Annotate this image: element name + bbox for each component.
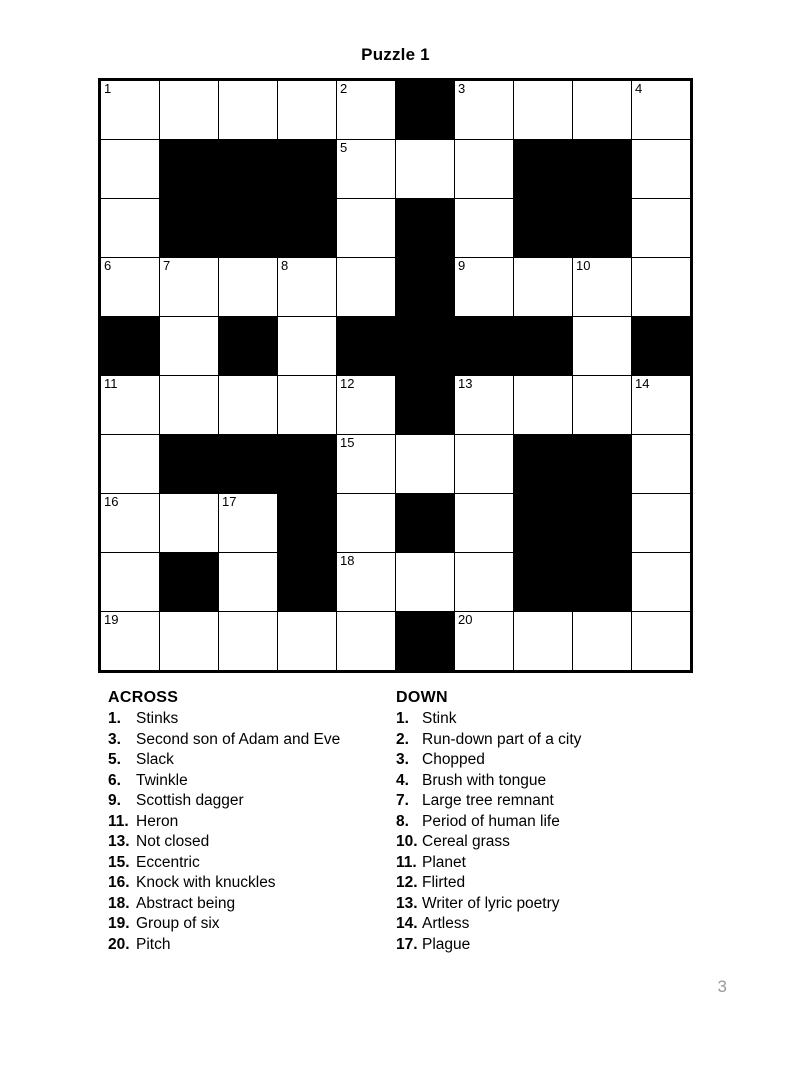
clue-text: Eccentric <box>136 853 200 871</box>
grid-cell-number: 14 <box>635 376 650 391</box>
grid-cell-number: 16 <box>104 494 119 509</box>
clue-text: Slack <box>136 751 174 768</box>
clue-number: 3. <box>108 730 121 748</box>
grid-cell[interactable] <box>219 494 278 553</box>
grid-cell-number: 5 <box>340 140 348 155</box>
grid-cell[interactable] <box>455 376 514 435</box>
grid-cell-blocked <box>396 199 455 258</box>
clue-number: 11. <box>108 812 129 830</box>
clue-number: 11. <box>396 853 417 871</box>
clue-number: 1. <box>108 710 121 727</box>
grid-cell[interactable] <box>160 376 219 435</box>
grid-cell[interactable] <box>100 376 160 435</box>
grid-row <box>100 553 692 612</box>
grid-cell[interactable] <box>396 435 455 494</box>
grid-cell[interactable] <box>632 199 692 258</box>
clue-number: 16. <box>108 874 130 891</box>
clue-item <box>396 730 696 751</box>
clue-text: Pitch <box>136 935 171 953</box>
clue-number: 1. <box>396 710 409 727</box>
clue-text: Group of six <box>136 915 220 932</box>
grid-cell[interactable] <box>100 494 160 553</box>
grid-cell[interactable] <box>573 317 632 376</box>
clue-number: 13. <box>396 894 418 912</box>
grid-cell[interactable] <box>100 199 160 258</box>
grid-cell-blocked <box>514 317 573 376</box>
clue-number: 6. <box>108 771 121 789</box>
grid-cell[interactable] <box>514 612 573 672</box>
grid-cell-blocked <box>160 553 219 612</box>
grid-cell-blocked <box>396 494 455 553</box>
grid-cell[interactable] <box>337 494 396 553</box>
grid-cell[interactable] <box>455 140 514 199</box>
clue-text: Stinks <box>136 710 179 727</box>
clue-item <box>396 812 696 833</box>
grid-cell[interactable] <box>632 258 692 317</box>
clue-text: Not closed <box>136 833 210 850</box>
grid-cell[interactable] <box>160 494 219 553</box>
grid-cell[interactable] <box>632 553 692 612</box>
grid-cell-blocked <box>160 140 219 199</box>
grid-cell-number: 15 <box>340 435 355 450</box>
grid-cell[interactable] <box>396 140 455 199</box>
clue-text: Scottish dagger <box>136 792 244 809</box>
clue-item <box>108 709 396 730</box>
grid-cell-number: 19 <box>104 612 119 627</box>
grid-row <box>100 140 692 199</box>
grid-cell-blocked <box>514 199 573 258</box>
grid-cell-number: 11 <box>104 376 118 391</box>
grid-row <box>100 376 692 435</box>
grid-cell-blocked <box>514 553 573 612</box>
grid-cell[interactable] <box>632 140 692 199</box>
across-column <box>108 689 396 955</box>
grid-cell[interactable] <box>100 612 160 672</box>
grid-cell-blocked <box>396 317 455 376</box>
across-clue-list <box>108 709 396 955</box>
grid-cell-blocked <box>455 317 514 376</box>
grid-cell[interactable] <box>278 612 337 672</box>
grid-cell[interactable] <box>219 553 278 612</box>
grid-cell-blocked <box>278 435 337 494</box>
grid-cell-number: 2 <box>340 81 348 96</box>
down-heading: DOWN <box>396 689 448 706</box>
grid-cell-blocked <box>573 140 632 199</box>
grid-cell-blocked <box>219 199 278 258</box>
crossword-grid[interactable] <box>98 78 693 673</box>
grid-cell[interactable] <box>573 612 632 672</box>
clue-text: Chopped <box>422 751 485 768</box>
clue-item <box>396 750 696 771</box>
clue-number: 19. <box>108 915 130 932</box>
across-heading: ACROSS <box>108 689 179 706</box>
clue-number: 2. <box>396 730 409 748</box>
clue-number: 17. <box>396 935 418 953</box>
clue-item <box>108 750 396 771</box>
grid-row <box>100 258 692 317</box>
grid-cell-blocked <box>219 435 278 494</box>
clue-text: Artless <box>422 915 470 932</box>
grid-cell-blocked <box>278 553 337 612</box>
grid-cell[interactable] <box>337 140 396 199</box>
grid-cell[interactable] <box>632 494 692 553</box>
grid-cell-blocked <box>573 553 632 612</box>
grid-cell-blocked <box>396 376 455 435</box>
grid-cell[interactable] <box>455 258 514 317</box>
grid-cell-number: 9 <box>458 258 466 273</box>
clue-item <box>108 771 396 792</box>
grid-cell-blocked <box>632 317 692 376</box>
grid-cell[interactable] <box>160 80 219 140</box>
clue-item <box>396 914 696 935</box>
clue-item <box>108 832 396 853</box>
grid-cell-blocked <box>573 199 632 258</box>
clue-number: 18. <box>108 894 130 912</box>
clue-text: Stink <box>422 710 457 727</box>
clue-number: 15. <box>108 853 130 871</box>
grid-cell-blocked <box>396 612 455 672</box>
grid-cell[interactable] <box>573 376 632 435</box>
clue-text: Cereal grass <box>422 833 510 850</box>
grid-cell[interactable] <box>632 435 692 494</box>
grid-cell[interactable] <box>573 80 632 140</box>
puzzle-page <box>0 45 791 1069</box>
grid-row <box>100 435 692 494</box>
grid-cell[interactable] <box>337 199 396 258</box>
clue-number: 12. <box>396 874 418 891</box>
grid-cell[interactable] <box>337 553 396 612</box>
grid-cell-number: 17 <box>222 494 237 509</box>
grid-cell[interactable] <box>100 553 160 612</box>
grid-cell[interactable] <box>396 553 455 612</box>
grid-cell-blocked <box>396 258 455 317</box>
grid-cell[interactable] <box>337 258 396 317</box>
grid-cell-blocked <box>396 80 455 140</box>
grid-cell[interactable] <box>455 435 514 494</box>
clue-number: 13. <box>108 833 130 850</box>
grid-cell-blocked <box>219 140 278 199</box>
clue-number: 14. <box>396 915 418 932</box>
grid-cell[interactable] <box>100 80 160 140</box>
grid-cell[interactable] <box>219 258 278 317</box>
clue-text: Planet <box>422 853 466 871</box>
grid-cell[interactable] <box>160 317 219 376</box>
grid-cell-blocked <box>160 435 219 494</box>
grid-cell[interactable] <box>573 258 632 317</box>
clue-text: Heron <box>136 812 179 830</box>
grid-cell-number: 1 <box>104 81 112 96</box>
grid-cell[interactable] <box>337 80 396 140</box>
grid-cell-blocked <box>337 317 396 376</box>
clue-number: 7. <box>396 792 409 809</box>
clue-item <box>108 791 396 812</box>
grid-cell-number: 18 <box>340 553 355 568</box>
clue-number: 20. <box>108 935 130 953</box>
grid-cell[interactable] <box>100 140 160 199</box>
clue-item <box>108 894 396 915</box>
crossword-grid-container <box>0 78 791 673</box>
grid-cell[interactable] <box>337 612 396 672</box>
clue-item <box>396 894 696 915</box>
page-number: 3 <box>717 977 727 996</box>
clue-text: Large tree remnant <box>422 792 554 809</box>
grid-cell[interactable] <box>455 553 514 612</box>
clue-number: 9. <box>108 792 121 809</box>
grid-row <box>100 80 692 140</box>
grid-cell-blocked <box>278 199 337 258</box>
grid-cell[interactable] <box>100 435 160 494</box>
grid-cell-blocked <box>514 140 573 199</box>
clue-item <box>396 771 696 792</box>
grid-cell[interactable] <box>455 494 514 553</box>
clues-section <box>0 689 791 955</box>
page-title: Puzzle 1 <box>361 45 430 64</box>
clue-number: 5. <box>108 751 121 768</box>
grid-cell-number: 13 <box>458 376 473 391</box>
grid-cell[interactable] <box>455 80 514 140</box>
clue-text: Brush with tongue <box>422 771 547 789</box>
clue-item <box>396 853 696 874</box>
grid-cell-blocked <box>219 317 278 376</box>
grid-row <box>100 612 692 672</box>
grid-cell[interactable] <box>455 199 514 258</box>
clue-item <box>396 935 696 956</box>
grid-cell[interactable] <box>632 80 692 140</box>
clue-text: Flirted <box>422 874 466 891</box>
grid-cell-blocked <box>160 199 219 258</box>
grid-cell-blocked <box>573 494 632 553</box>
grid-cell[interactable] <box>219 80 278 140</box>
grid-cell-blocked <box>278 140 337 199</box>
clue-item <box>396 709 696 730</box>
grid-cell[interactable] <box>219 376 278 435</box>
clue-item <box>396 873 696 894</box>
grid-cell-number: 6 <box>104 258 112 273</box>
clue-text: Twinkle <box>136 771 188 789</box>
grid-cell[interactable] <box>632 376 692 435</box>
grid-cell-blocked <box>514 435 573 494</box>
grid-cell[interactable] <box>514 258 573 317</box>
grid-cell[interactable] <box>337 376 396 435</box>
clue-item <box>108 935 396 956</box>
grid-cell[interactable] <box>337 435 396 494</box>
clue-item <box>108 853 396 874</box>
clue-text: Period of human life <box>422 812 560 830</box>
grid-cell-number: 3 <box>458 81 466 96</box>
clue-text: Abstract being <box>136 894 236 912</box>
clue-text: Second son of Adam and Eve <box>136 730 341 748</box>
grid-cell-number: 8 <box>281 258 289 273</box>
clue-number: 10. <box>396 833 418 850</box>
grid-cell-blocked <box>278 494 337 553</box>
clue-item <box>108 812 396 833</box>
clue-number: 4. <box>396 771 409 789</box>
grid-row <box>100 317 692 376</box>
grid-cell[interactable] <box>278 317 337 376</box>
grid-cell[interactable] <box>160 258 219 317</box>
clue-text: Run-down part of a city <box>422 730 582 748</box>
grid-cell-blocked <box>100 317 160 376</box>
down-column <box>396 689 696 955</box>
clue-number: 3. <box>396 751 409 768</box>
clue-text: Plague <box>422 935 471 953</box>
clue-item <box>396 832 696 853</box>
grid-row <box>100 199 692 258</box>
clue-item <box>108 914 396 935</box>
grid-cell-number: 20 <box>458 612 473 627</box>
grid-cell[interactable] <box>278 376 337 435</box>
grid-cell-number: 10 <box>576 258 591 273</box>
grid-cell-number: 7 <box>163 258 171 273</box>
grid-cell[interactable] <box>160 612 219 672</box>
grid-cell[interactable] <box>219 612 278 672</box>
clue-item <box>108 873 396 894</box>
clue-item <box>108 730 396 751</box>
grid-cell[interactable] <box>100 258 160 317</box>
clue-item <box>396 791 696 812</box>
grid-cell-blocked <box>514 494 573 553</box>
grid-cell[interactable] <box>514 80 573 140</box>
clue-text: Knock with knuckles <box>136 874 276 891</box>
grid-cell[interactable] <box>455 612 514 672</box>
grid-cell[interactable] <box>514 376 573 435</box>
grid-cell-blocked <box>573 435 632 494</box>
crossword-grid-body <box>100 80 692 672</box>
grid-row <box>100 494 692 553</box>
clue-text: Writer of lyric poetry <box>422 894 560 912</box>
grid-cell-number: 4 <box>635 81 643 96</box>
grid-cell[interactable] <box>632 612 692 672</box>
down-clue-list <box>396 709 696 955</box>
grid-cell[interactable] <box>278 258 337 317</box>
clue-number: 8. <box>396 812 409 830</box>
grid-cell-number: 12 <box>340 376 355 391</box>
grid-cell[interactable] <box>278 80 337 140</box>
